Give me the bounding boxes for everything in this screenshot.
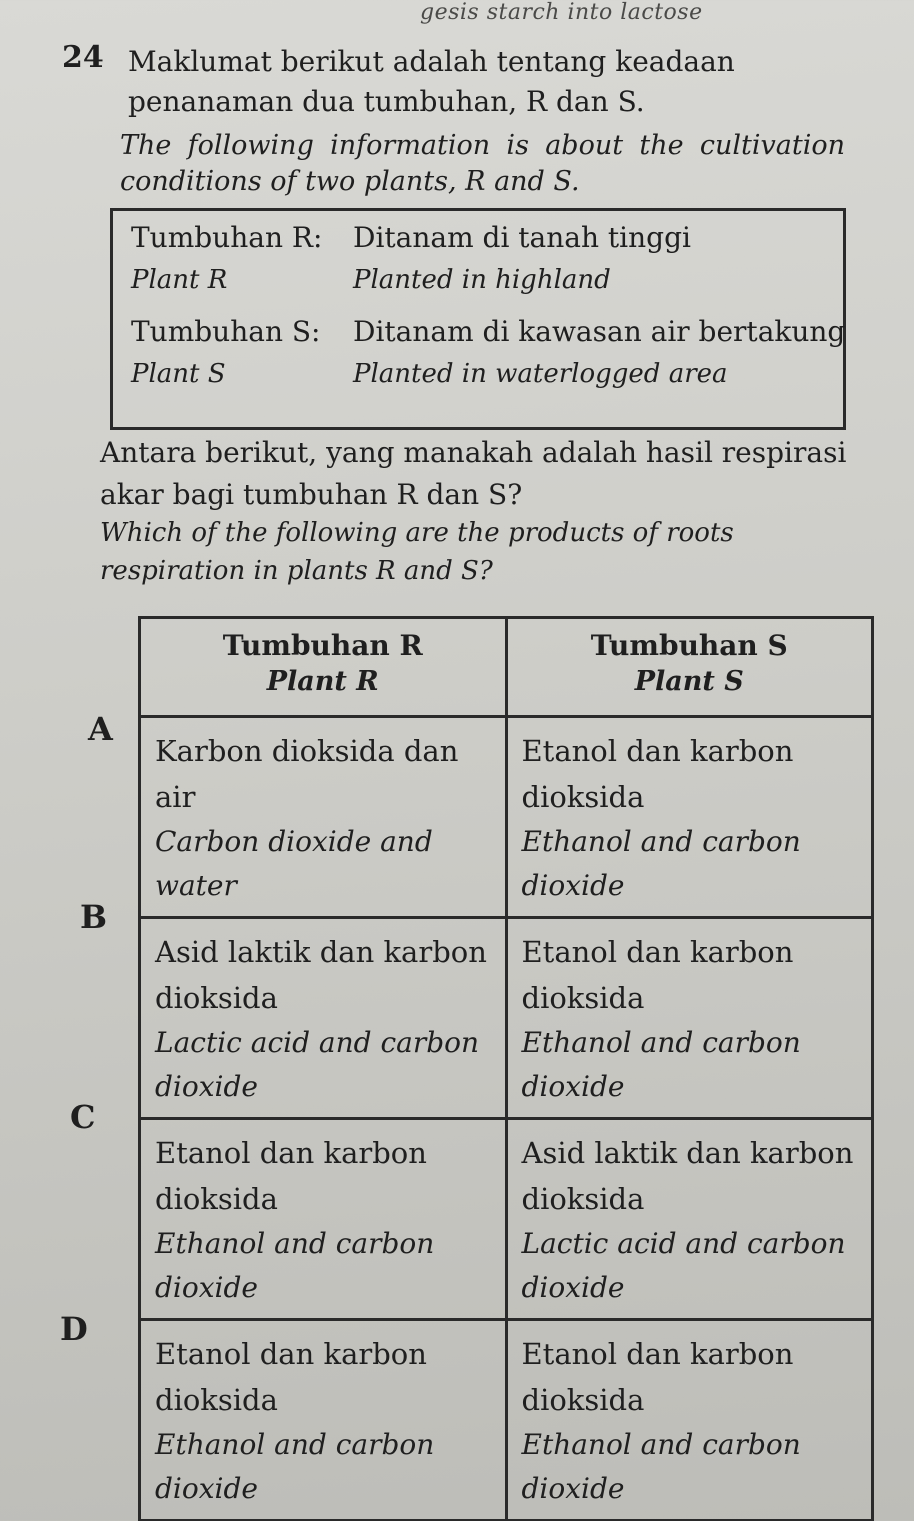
question-number: 24 — [62, 40, 104, 75]
header-english: Plant R — [266, 666, 379, 697]
header-malay: Tumbuhan S — [590, 629, 788, 662]
cell-english: Carbon dioxide and water — [155, 825, 433, 902]
question-stem-english: The following information is about the cultivation conditions of two plants, R and S. — [120, 130, 845, 197]
header-malay: Tumbuhan R — [222, 629, 423, 662]
cell-english: Ethanol and carbon dioxide — [155, 1227, 435, 1304]
header-english: Plant S — [634, 666, 744, 697]
answer-options-table — [138, 616, 874, 1521]
header-plant-r — [140, 618, 507, 717]
info-value-malay: Ditanam di tanah tinggi — [353, 221, 691, 254]
cell-plant-r — [140, 717, 507, 918]
cell-malay: Asid laktik dan karbon dioksida — [155, 935, 487, 1015]
previous-question-fragment: gesis starch into lactose — [420, 0, 703, 25]
info-label-english: Plant S — [131, 359, 226, 389]
cell-english: Ethanol and carbon dioxide — [155, 1428, 435, 1505]
info-label-english: Plant R — [131, 265, 228, 295]
option-row-a[interactable] — [140, 717, 873, 918]
header-plant-s — [506, 618, 873, 717]
cell-plant-s — [506, 1119, 873, 1320]
cell-english: Ethanol and carbon dioxide — [521, 1428, 801, 1505]
option-letter-b[interactable]: B — [80, 898, 108, 936]
question-stem-malay: Maklumat berikut adalah tentang keadaan penanaman dua tumbuhan, R dan S. — [128, 45, 735, 118]
cell-malay: Etanol dan karbon dioksida — [521, 734, 794, 814]
cell-plant-r — [140, 1320, 507, 1521]
cell-plant-r — [140, 1119, 507, 1320]
cell-malay: Asid laktik dan karbon dioksida — [521, 1136, 854, 1216]
cell-english: Ethanol and carbon dioxide — [521, 825, 801, 902]
option-letter-a[interactable]: A — [88, 710, 113, 748]
cell-malay: Etanol dan karbon dioksida — [521, 935, 794, 1015]
cell-english: Ethanol and carbon dioxide — [521, 1026, 801, 1103]
option-letter-d[interactable]: D — [60, 1310, 88, 1348]
cell-english: Lactic acid and carbon dioxide — [521, 1227, 846, 1304]
cell-malay: Etanol dan karbon dioksida — [521, 1337, 794, 1417]
option-row-d[interactable] — [140, 1320, 873, 1521]
cell-plant-r — [140, 918, 507, 1119]
question-prompt-english: Which of the following are the products of roots respiration in plants R and S? — [100, 518, 734, 586]
option-row-b[interactable] — [140, 918, 873, 1119]
info-value-english: Planted in waterlogged area — [353, 359, 728, 389]
cell-plant-s — [506, 1320, 873, 1521]
cell-malay: Karbon dioksida dan air — [155, 734, 459, 814]
cultivation-info-box — [110, 208, 846, 430]
option-row-c[interactable] — [140, 1119, 873, 1320]
info-label-malay: Tumbuhan S: — [131, 315, 321, 348]
cell-plant-s — [506, 717, 873, 918]
table-header-row — [140, 618, 873, 717]
info-value-english: Planted in highland — [353, 265, 611, 295]
cell-english: Lactic acid and carbon dioxide — [155, 1026, 480, 1103]
cell-malay: Etanol dan karbon dioksida — [155, 1337, 427, 1417]
info-label-malay: Tumbuhan R: — [131, 221, 323, 254]
option-letter-c[interactable]: C — [70, 1098, 96, 1136]
question-prompt-malay: Antara berikut, yang manakah adalah hasil respirasi akar bagi tumbuhan R dan S? — [100, 436, 847, 511]
cell-malay: Etanol dan karbon dioksida — [155, 1136, 427, 1216]
cell-plant-s — [506, 918, 873, 1119]
info-value-malay: Ditanam di kawasan air bertakung — [353, 315, 846, 348]
